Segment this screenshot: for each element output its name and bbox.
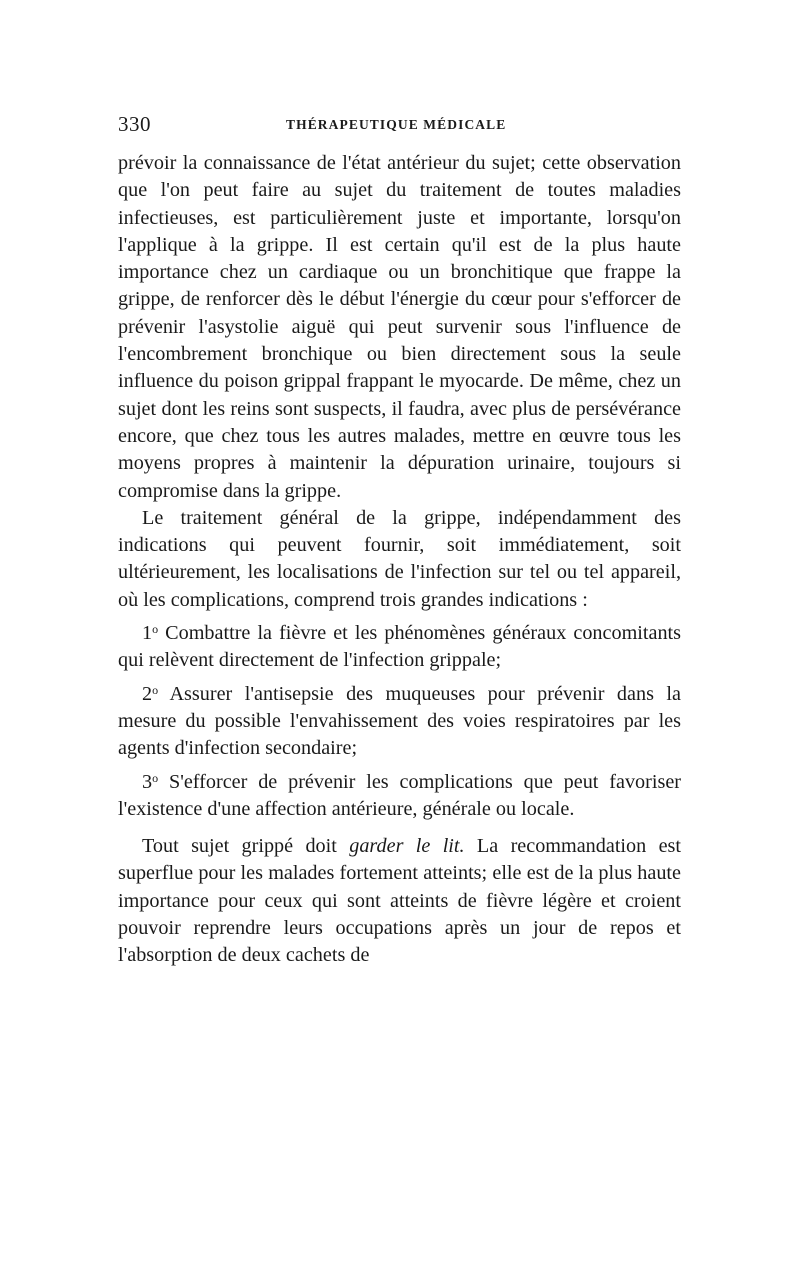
indication-text-1: Combattre la fièvre et les phénomènes généraux concomitants qui relèvent directement de l'infection grippale; [118, 622, 682, 672]
ordinal-marker: o [152, 682, 159, 697]
indication-item-1 [118, 620, 681, 675]
ordinal-marker: o [152, 770, 159, 785]
indication-number-2: 2 [142, 682, 153, 705]
running-head [118, 112, 681, 142]
paragraph-bed-rest [118, 833, 681, 969]
indication-number-1: 1 [142, 622, 153, 645]
running-title: THÉRAPEUTIQUE MÉDICALE [286, 117, 507, 132]
bed-rest-text-end: La recommandation est superflue pour les malades fortement atteints; elle est de la plus haute importance pour ceux qui sont atteints de fièvre légère et croient pouvoir reprendre leurs occupations après un jour de repos et l'absorption de deux cachets de [118, 835, 681, 967]
book-page [118, 112, 681, 970]
bed-rest-text-start: Tout sujet grippé doit [142, 835, 350, 858]
indication-text-2: Assurer l'antisepsie des muqueuses pour prévenir dans la mesure du possible l'envahissement des voies respiratoires par les agents d'infection secondaire; [118, 682, 681, 760]
indication-item-3 [118, 769, 681, 824]
indication-number-3: 3 [142, 770, 153, 793]
ordinal-marker: o [152, 622, 159, 637]
page-number: 330 [118, 112, 151, 136]
indication-item-2 [118, 681, 681, 763]
paragraph-general-treatment: Le traitement général de la grippe, indépendamment des indications qui peuvent fournir, soit immédiatement, soit ultérieurement, les localisations de l'infection sur tel ou tel appareil, où les complications, comprend trois grandes indications : [118, 506, 681, 611]
bed-rest-emphasis: garder le lit. [349, 835, 465, 858]
paragraph-continued: prévoir la connaissance de l'état antérieur du sujet; cette observation que l'on peut faire au sujet du traitement de toutes maladies infectieuses, est particulièrement juste et importante, lorsqu'on l'applique à la grippe. Il est certain qu'il est de la plus haute importance chez un cardiaque ou un bronchitique que frappe la grippe, de renforcer dès le début l'énergie du cœur pour s'efforcer de prévenir l'asystolie aiguë qui peut survenir sous l'influence de l'encombrement bronchique ou bien directement sous la seule influence du poison grippal frappant le myocarde. De même, chez un sujet dont les reins sont suspects, il faudra, avec plus de persévérance encore, que chez tous les autres malades, mettre en œuvre tous les moyens propres à maintenir la dépuration urinaire, toujours si compromise dans la grippe. [118, 152, 681, 502]
indication-text-3: S'efforcer de prévenir les complications que peut favoriser l'existence d'une affection antérieure, générale ou locale. [118, 770, 682, 820]
